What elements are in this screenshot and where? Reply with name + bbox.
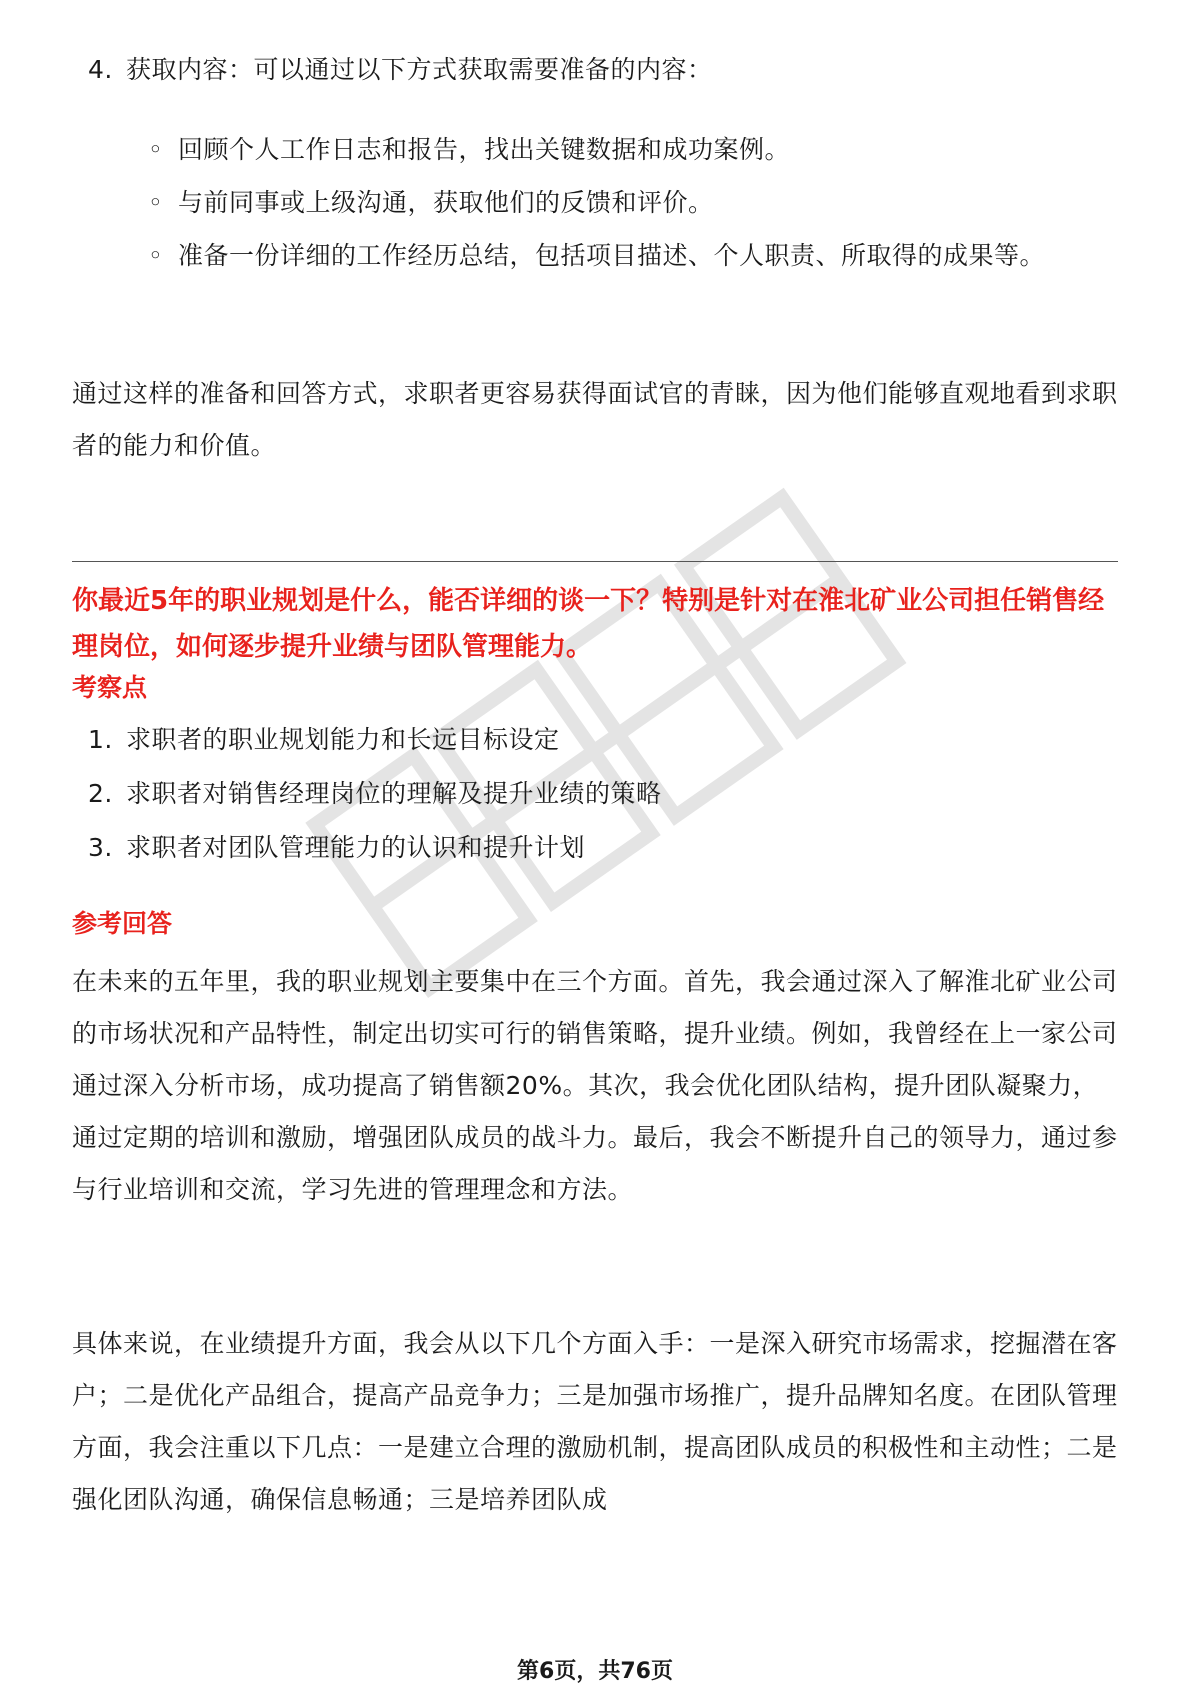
sub-list-item <box>148 124 1108 176</box>
sub-list-item-text: 准备一份详细的工作经历总结，包括项目描述、个人职责、所取得的成果等。 <box>178 241 1046 270</box>
interview-question: 你最近5年的职业规划是什么，能否详细的谈一下？特别是针对在淮北矿业公司担任销售经理岗位，如何逐步提升业绩与团队管理能力。 <box>72 586 1105 662</box>
focus-item-number: 2. <box>88 779 113 808</box>
hollow-bullet-icon: ◦ <box>148 135 164 164</box>
hollow-bullet-icon: ◦ <box>148 241 164 270</box>
focus-item-text: 求职者对团队管理能力的认识和提升计划 <box>126 833 586 862</box>
sub-list-item-text: 回顾个人工作日志和报告，找出关键数据和成功案例。 <box>178 135 791 164</box>
focus-heading: 考察点 <box>72 673 148 702</box>
hollow-bullet-icon: ◦ <box>148 188 164 217</box>
focus-item <box>88 714 1108 766</box>
page-number-footer: 第6页，共76页 <box>517 1659 673 1684</box>
focus-item <box>88 822 1108 874</box>
section-divider <box>72 561 1118 562</box>
focus-item <box>88 768 1108 820</box>
sub-list-item-text: 与前同事或上级沟通，获取他们的反馈和评价。 <box>178 188 714 217</box>
focus-item-number: 3. <box>88 833 113 862</box>
answer-heading: 参考回答 <box>72 909 173 938</box>
summary-paragraph: 通过这样的准备和回答方式，求职者更容易获得面试官的青睐，因为他们能够直观地看到求职者的能力和价值。 <box>72 379 1118 460</box>
focus-item-text: 求职者对销售经理岗位的理解及提升业绩的策略 <box>126 779 662 808</box>
answer-paragraph-1: 在未来的五年里，我的职业规划主要集中在三个方面。首先，我会通过深入了解淮北矿业公司的市场状况和产品特性，制定出切实可行的销售策略，提升业绩。例如，我曾经在上一家公司通过深入分析市场，成功提高了销售额20%。其次，我会优化团队结构，提升团队凝聚力，通过定期的培训和激励，增强团队成员的战斗力。最后，我会不断提升自己的领导力，通过参与行业培训和交流，学习先进的管理理念和方法。 <box>72 967 1118 1204</box>
list-item-text: 获取内容：可以通过以下方式获取需要准备的内容： <box>126 55 713 84</box>
list-item-4 <box>88 44 1108 96</box>
focus-item-number: 1. <box>88 725 113 754</box>
answer-paragraph-2: 具体来说，在业绩提升方面，我会从以下几个方面入手：一是深入研究市场需求，挖掘潜在客户；二是优化产品组合，提高产品竞争力；三是加强市场推广，提升品牌知名度。在团队管理方面，我会注重以下几点：一是建立合理的激励机制，提高团队成员的积极性和主动性；二是强化团队沟通，确保信息畅通；三是培养团队成 <box>72 1329 1118 1514</box>
sub-list-item <box>148 230 1108 282</box>
list-item-number: 4. <box>88 55 113 84</box>
focus-item-text: 求职者的职业规划能力和长远目标设定 <box>126 725 560 754</box>
sub-list-item <box>148 177 1108 229</box>
